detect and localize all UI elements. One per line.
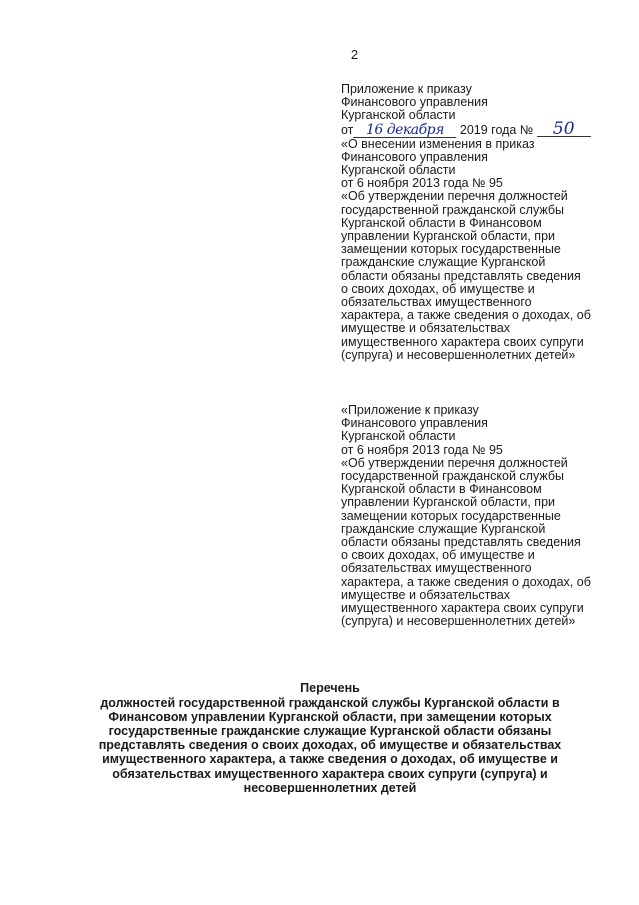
appendix-line: управлении Курганской области, при bbox=[341, 495, 556, 510]
appendix-header bbox=[341, 83, 609, 362]
appendix-line: Приложение к приказу bbox=[341, 82, 472, 96]
title-line: имущественного характера, а также сведения о доходах, об имуществе и bbox=[102, 752, 558, 767]
appendix-line: от 6 ноября 2013 года № 95 bbox=[341, 176, 503, 191]
appendix-line: «Об утверждении перечня должностей bbox=[341, 189, 568, 204]
date-prefix: от bbox=[341, 122, 354, 137]
appendix-line: о своих доходах, об имуществе и bbox=[341, 548, 535, 563]
appendix-line: гражданские служащие Курганской bbox=[341, 521, 546, 536]
page-number: 2 bbox=[350, 47, 359, 62]
appendix-line: Курганской области bbox=[341, 163, 456, 178]
appendix-line: имуществе и обязательствах bbox=[341, 321, 511, 336]
appendix-line: о своих доходах, об имуществе и bbox=[341, 281, 535, 296]
appendix-line: характера, а также сведения о доходах, об bbox=[341, 574, 591, 589]
appendix-line: имущественного характера своих супруги bbox=[341, 334, 584, 349]
appendix-line: государственной гражданской службы bbox=[341, 202, 564, 217]
title-line: Финансовом управлении Курганской области, при замещении которых bbox=[108, 710, 552, 725]
title-line: представлять сведения о своих доходах, об имуществе и обязательствах bbox=[98, 738, 562, 753]
handwritten-date: 16 декабря bbox=[353, 124, 456, 138]
appendix-line: Курганской области в Финансовом bbox=[341, 482, 542, 497]
title-line: должностей государственной гражданской службы Курганской области в bbox=[100, 696, 560, 711]
document-title bbox=[60, 681, 600, 795]
appendix-line: Курганской области bbox=[341, 429, 456, 444]
appendix-line: «Об утверждении перечня должностей bbox=[341, 455, 568, 470]
appendix-line: Курганской области bbox=[341, 108, 456, 123]
appendix-line: обязательствах имущественного bbox=[341, 295, 532, 310]
title-heading: Перечень bbox=[300, 681, 360, 695]
appendix-line: Финансового управления bbox=[341, 149, 488, 164]
appendix-line: (супруга) и несовершеннолетних детей» bbox=[341, 347, 576, 362]
appendix-line: «Приложение к приказу bbox=[341, 403, 479, 417]
handwritten-order-number: 50 bbox=[537, 123, 591, 137]
title-line: государственные гражданские служащие Курганской области обязаны bbox=[108, 724, 552, 739]
date-year: 2019 года № bbox=[459, 122, 534, 137]
appendix-line: имущественного характера своих супруги bbox=[341, 601, 584, 616]
appendix-line: Финансового управления bbox=[341, 95, 488, 110]
appendix-line: государственной гражданской службы bbox=[341, 469, 564, 484]
appendix-line: замещении которых государственные bbox=[341, 508, 561, 523]
appendix-quoted-header bbox=[341, 404, 609, 628]
appendix-line: замещении которых государственные bbox=[341, 242, 561, 257]
appendix-line: области обязаны представлять сведения bbox=[341, 535, 581, 550]
appendix-line: области обязаны представлять сведения bbox=[341, 268, 581, 283]
appendix-line: Курганской области в Финансовом bbox=[341, 215, 542, 230]
appendix-line: управлении Курганской области, при bbox=[341, 229, 556, 244]
appendix-line: обязательствах имущественного bbox=[341, 561, 532, 576]
appendix-line: гражданские служащие Курганской bbox=[341, 255, 546, 270]
appendix-line: Финансового управления bbox=[341, 416, 488, 431]
appendix-line: (супруга) и несовершеннолетних детей» bbox=[341, 614, 576, 629]
appendix-line: от 6 ноября 2013 года № 95 bbox=[341, 442, 503, 457]
appendix-line: имуществе и обязательствах bbox=[341, 587, 511, 602]
title-line: обязательствах имущественного характера своих супруги (супруга) и bbox=[112, 766, 548, 781]
appendix-line: характера, а также сведения о доходах, об bbox=[341, 308, 591, 323]
title-line: несовершеннолетних детей bbox=[243, 780, 417, 795]
appendix-line: «О внесении изменения в приказ bbox=[341, 136, 535, 151]
order-date-line bbox=[341, 118, 609, 139]
